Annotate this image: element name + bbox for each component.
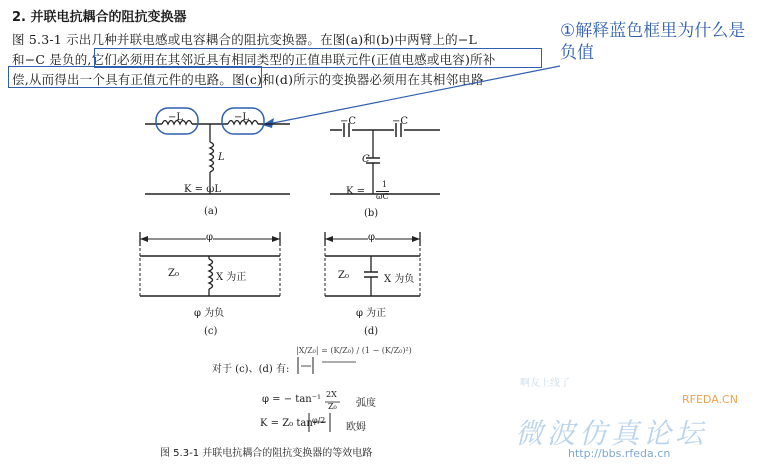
formula-2-lhs: φ = − tan⁻¹ bbox=[262, 394, 322, 405]
formula-3-unit: 欧姆 bbox=[346, 422, 366, 433]
fig-b-formula-num: 1 bbox=[382, 180, 388, 189]
paragraph-line-3-post: 图(c)和(d)所示的变换器必须用在其相邻电路 bbox=[232, 72, 484, 87]
section-heading: 2. 并联电抗耦合的阻抗变换器 bbox=[12, 10, 187, 25]
fig-b-series-label-left: −C bbox=[340, 116, 357, 127]
figure-a bbox=[145, 108, 290, 194]
watermark-brand: RFEDA.CN bbox=[682, 393, 738, 406]
fig-a-shunt-label: L bbox=[218, 152, 225, 163]
fig-b-formula-pre: K = bbox=[346, 186, 366, 197]
formula-2-unit: 弧度 bbox=[356, 398, 376, 409]
watermark-main: 微波仿真论坛 bbox=[515, 417, 708, 450]
paragraph-line-3-boxed: 偿,从而得出一个具有正值元件的电路。 bbox=[12, 72, 233, 87]
fig-c-phi: φ bbox=[206, 232, 214, 243]
paragraph-line-2-boxed: 它们必须用在其邻近具有相同类型的正值串联元件(正值电感或电容)所补 bbox=[91, 52, 496, 67]
watermark-url: http://bbs.rfeda.cn bbox=[568, 447, 671, 460]
fig-c-x-label: X 为正 bbox=[216, 272, 247, 283]
annotation-arrow bbox=[268, 66, 560, 124]
fig-c-phi-label: φ 为负 bbox=[194, 308, 225, 319]
fig-d-phi: φ bbox=[368, 232, 376, 243]
fig-b-series-label-right: −C bbox=[392, 116, 409, 127]
figure-caption: 图 5.3-1 并联电抗耦合的阻抗变换器的等效电路 bbox=[160, 448, 373, 459]
fig-b-shunt-label: C bbox=[362, 154, 370, 165]
fig-a-series-label-right: −L bbox=[234, 112, 250, 123]
annotation-note: ①解释蓝色框里为什么是负值 bbox=[560, 21, 746, 63]
formula-1: |X/Z₀| = (K/Z₀) / (1 − (K/Z₀)²) bbox=[296, 346, 412, 355]
formula-3-abs: φ/2 bbox=[312, 416, 326, 425]
formula-2-den: Z₀ bbox=[328, 402, 337, 411]
fig-d-z0: Z₀ bbox=[338, 270, 349, 281]
fig-c-z0: Z₀ bbox=[168, 268, 179, 279]
formula-intro: 对于 (c)、(d) 有: bbox=[212, 364, 290, 375]
watermark-small: 啊友上线了 bbox=[520, 378, 570, 389]
fig-b-formula-den: ωC bbox=[376, 192, 389, 201]
fig-a-tag: (a) bbox=[204, 206, 218, 217]
fig-a-formula: K = ωL bbox=[184, 184, 222, 195]
fig-b-tag: (b) bbox=[364, 208, 379, 219]
fig-c-tag: (c) bbox=[204, 326, 218, 337]
formula-3-lhs: K = Z₀ tan bbox=[260, 418, 313, 429]
fig-d-tag: (d) bbox=[364, 326, 379, 337]
formula-2-num: 2X bbox=[326, 390, 337, 399]
paragraph-line-2-pre: 和−C 是负的, bbox=[12, 52, 92, 67]
fig-a-series-label-left: −L bbox=[168, 112, 184, 123]
fig-d-x-label: X 为负 bbox=[384, 274, 415, 285]
fig-d-phi-label: φ 为正 bbox=[356, 308, 387, 319]
paragraph-line-1: 图 5.3-1 示出几种并联电感或电容耦合的阻抗变换器。在图(a)和(b)中两臂上的−L bbox=[12, 32, 478, 47]
